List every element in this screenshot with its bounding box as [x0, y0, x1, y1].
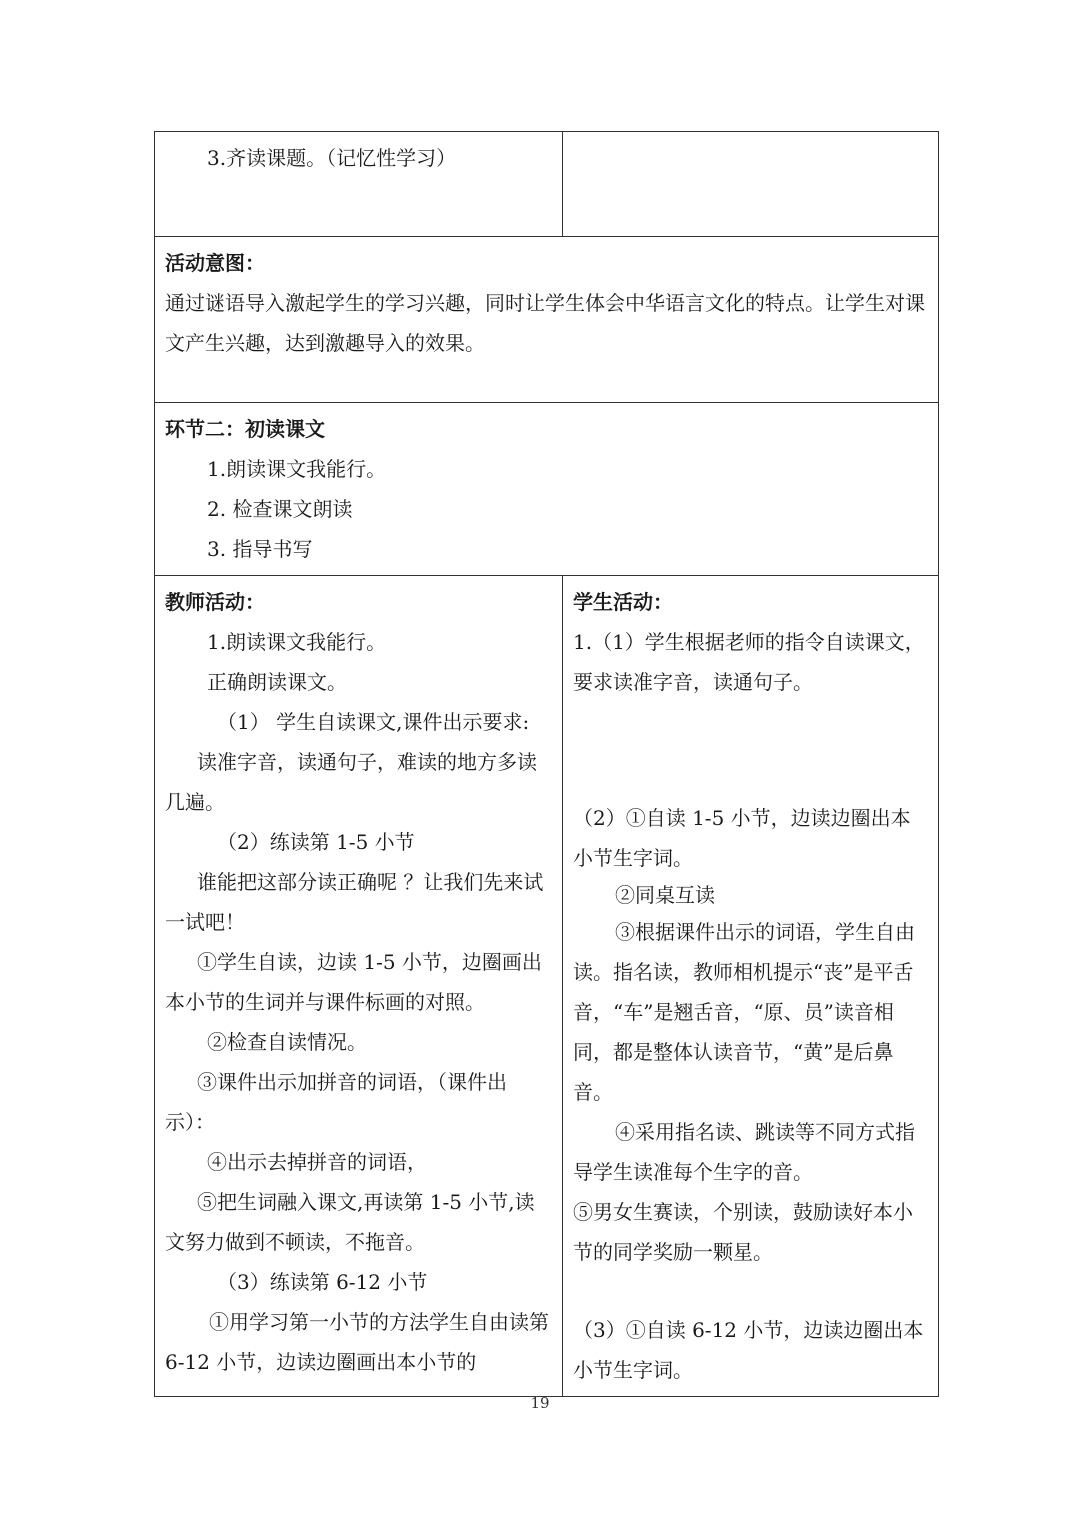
recite-title-text: 3.齐读课题。（记忆性学习）: [207, 146, 457, 170]
section-two-item: 1.朗读课文我能行。: [207, 457, 387, 481]
cell-empty: [563, 132, 939, 237]
lesson-plan-table: [154, 131, 939, 1397]
section-two-item: 3. 指导书写: [207, 537, 313, 561]
row-activity-intent: [155, 237, 939, 403]
teacher-line: ①学生自读，边读 1-5 小节，边圈画出本小节的生词并与课件标画的对照。: [165, 950, 542, 1014]
cell-teacher-activity: [155, 576, 563, 1397]
teacher-line: 1.朗读课文我能行。: [207, 630, 387, 654]
teacher-line: （1） 学生自读课文,课件出示要求:: [217, 710, 530, 734]
teacher-line: （3）练读第 6-12 小节: [217, 1270, 428, 1294]
teacher-line: ①用学习第一小节的方法学生自由读第 6-12 小节，边读边圈画出本小节的: [165, 1310, 549, 1374]
cell-section-two: [155, 403, 939, 576]
teacher-line: ②检查自读情况。: [207, 1030, 367, 1054]
row-activities: [155, 576, 939, 1397]
section-two-item: 2. 检查课文朗读: [207, 497, 353, 521]
row-recite-title: [155, 132, 939, 237]
teacher-line: （2）练读第 1-5 小节: [217, 830, 415, 854]
teacher-line: ③课件出示加拼音的词语，（课件出示）：: [165, 1070, 507, 1134]
activity-intent-text: 通过谜语导入激起学生的学习兴趣，同时让学生体会中华语言文化的特点。让学生对课文产生兴趣，达到激趣导入的效果。: [165, 291, 925, 355]
teacher-activity-heading: 教师活动：: [165, 590, 265, 614]
teacher-line: 谁能把这部分读正确呢 ？让我们先来试一试吧！: [165, 870, 544, 934]
teacher-line: ⑤把生词融入课文,再读第 1-5 小节,读文努力做到不顿读，不拖音。: [165, 1190, 535, 1254]
student-line: （2）①自读 1-5 小节，边读边圈出本小节生字词。: [573, 806, 911, 870]
cell-student-activity: [563, 576, 939, 1397]
student-activity-heading: 学生活动：: [573, 590, 673, 614]
row-section-two: [155, 403, 939, 576]
teacher-line: ④出示去掉拼音的词语，: [207, 1150, 427, 1174]
cell-activity-intent: [155, 237, 939, 403]
section-two-heading: 环节二：初读课文: [165, 417, 325, 441]
student-line: ⑤男女生赛读，个别读，鼓励读好本小节的同学奖励一颗星。: [573, 1200, 913, 1264]
student-line: （3）①自读 6-12 小节，边读边圈出本小节生字词。: [573, 1318, 924, 1382]
activity-intent-heading: 活动意图：: [165, 251, 265, 275]
student-line: ④采用指名读、跳读等不同方式指导学生读准每个生字的音。: [573, 1120, 915, 1184]
cell-recite-title: [155, 132, 563, 237]
teacher-line: 读准字音，读通句子，难读的地方多读几遍。: [165, 750, 537, 814]
student-line: ②同桌互读: [615, 883, 715, 907]
student-line: 1.（1）学生根据老师的指令自读课文，要求读准字音，读通句子。: [573, 630, 925, 694]
student-line: ③根据课件出示的词语，学生自由读。指名读，教师相机提示“丧”是平舌音，“车”是翘舌音，“原、员”读音相同，都是整体认读音节，“黄”是后鼻音。: [573, 920, 915, 1104]
teacher-line: 正确朗读课文。: [207, 670, 347, 694]
page-number: 19: [530, 1394, 550, 1412]
